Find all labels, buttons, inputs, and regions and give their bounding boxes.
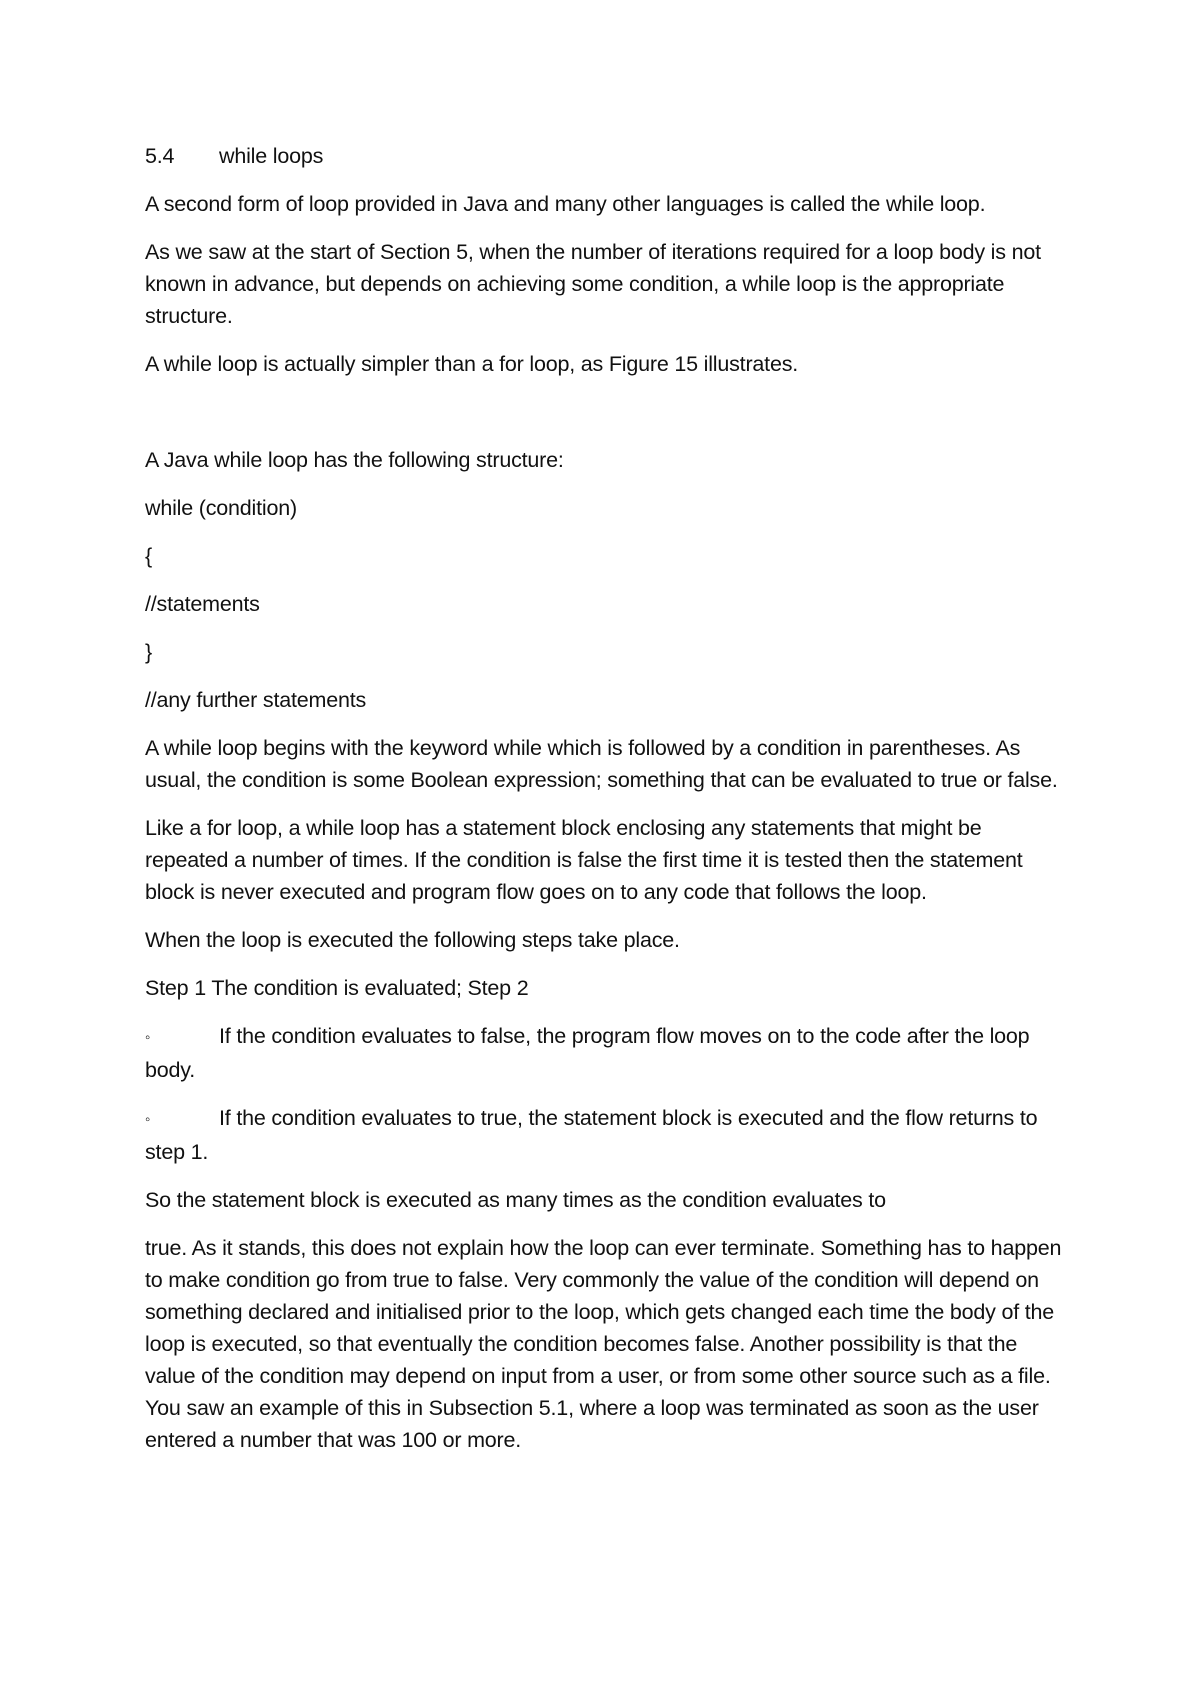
paragraph-statement-block: Like a for loop, a while loop has a statement block enclosing any statements that might be repeated a number of times. If the condition is false the first time it is tested then the statement block is never executed and program flow goes on to any code that follows the loop. xyxy=(145,816,1023,904)
paragraph-steps-intro: When the loop is executed the following steps take place. xyxy=(145,928,680,952)
section-number: 5.4 xyxy=(145,144,175,168)
code-line-further: //any further statements xyxy=(145,688,367,712)
paragraph-structure-intro: A Java while loop has the following structure: xyxy=(145,448,564,472)
bullet-icon: ◦ xyxy=(145,1111,151,1128)
paragraph-keyword: A while loop begins with the keyword while which is followed by a condition in parentheses. As usual, the condition is some Boolean expression; something that can be evaluated to true or false. xyxy=(145,736,1058,792)
list-item xyxy=(145,1020,1070,1086)
code-line-open-brace: { xyxy=(145,544,152,568)
paragraph-when-to-use: As we saw at the start of Section 5, when the number of iterations required for a loop body is not known in advance, but depends on achieving some condition, a while loop is the appropriate structure. xyxy=(145,240,1041,328)
code-block xyxy=(145,492,1070,716)
code-line-statements: //statements xyxy=(145,592,260,616)
bullet-text-true: If the condition evaluates to true, the statement block is executed and the flow returns to step 1. xyxy=(145,1106,1038,1164)
paragraph-termination: true. As it stands, this does not explain how the loop can ever terminate. Something has to happen to make condition go from true to false. Very commonly the value of the condition will depend on something declared and initialised prior to the loop, which gets changed each time the body of the loop is executed, so that eventually the condition becomes false. Another possibility is that the value of the condition may depend on input from a user, or from some other source such as a file. You saw an example of this in Subsection 5.1, where a loop was terminated as soon as the user entered a number that was 100 or more. xyxy=(145,1236,1062,1452)
paragraph-figure-reference: A while loop is actually simpler than a for loop, as Figure 15 illustrates. xyxy=(145,352,799,376)
figure-gap xyxy=(145,396,1070,444)
code-line-while: while (condition) xyxy=(145,496,297,520)
section-title: while loops xyxy=(219,144,324,168)
bullet-text-false: If the condition evaluates to false, the program flow moves on to the code after the loop body. xyxy=(145,1024,1030,1082)
bullet-icon: ◦ xyxy=(145,1029,151,1046)
paragraph-steps: Step 1 The condition is evaluated; Step 2 xyxy=(145,976,529,1000)
paragraph-executed-times: So the statement block is executed as many times as the condition evaluates to xyxy=(145,1188,886,1212)
list-item xyxy=(145,1102,1070,1168)
document-page xyxy=(145,140,1070,1472)
section-heading xyxy=(145,140,1070,172)
paragraph-intro: A second form of loop provided in Java and many other languages is called the while loop. xyxy=(145,192,986,216)
code-line-close-brace: } xyxy=(145,640,152,664)
